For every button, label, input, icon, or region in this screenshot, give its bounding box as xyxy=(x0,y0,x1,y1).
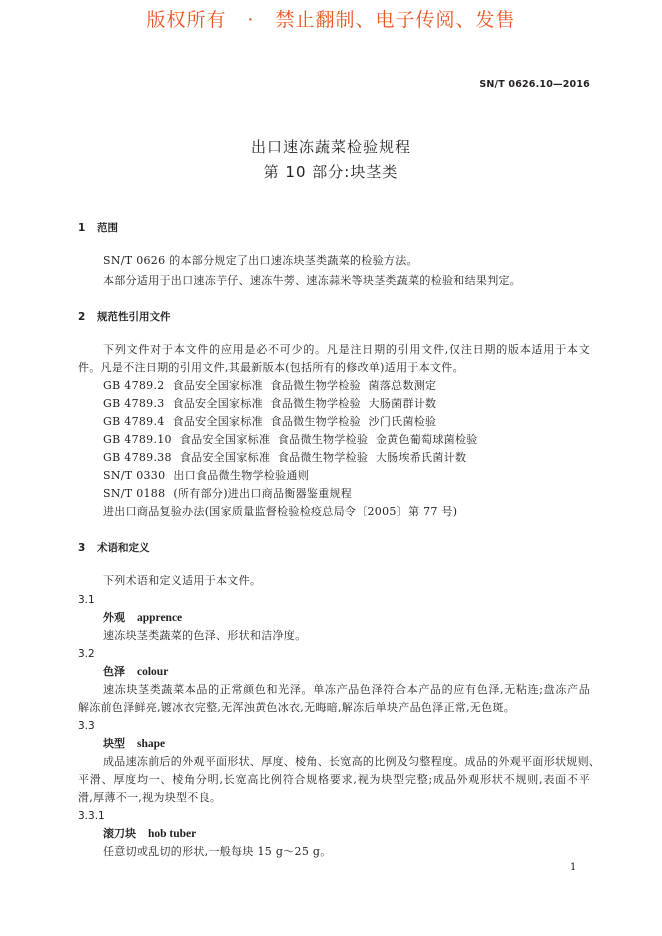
term-number: 3.3 xyxy=(78,720,95,732)
paragraph-line: 件。凡是不注日期的引用文件,其最新版本(包括所有的修改单)适用于本文件。 xyxy=(78,361,464,374)
term-name-zh: 色泽 xyxy=(103,665,125,678)
section-heading-terms xyxy=(78,541,150,555)
reference-title: 食品安全国家标准 食品微生物学检验 沙门氏菌检验 xyxy=(172,415,437,428)
section-title: 术语和定义 xyxy=(97,542,150,554)
reference-code: GB 4789.10 xyxy=(103,433,172,446)
section-title: 规范性引用文件 xyxy=(97,311,171,323)
definition-line: 平滑、厚度均一、棱角分明,长宽高比例符合规格要求,视为块型完整;成品外观形状不规则,表面不平 xyxy=(78,773,590,786)
page-number: 1 xyxy=(570,862,577,873)
copyright-watermark: 版权所有 · 禁止翻制、电子传阅、发售 xyxy=(146,9,516,31)
definition-line: 速冻块茎类蔬菜的色泽、形状和洁净度。 xyxy=(103,629,307,642)
reference-item xyxy=(103,397,436,411)
reference-code: GB 4789.3 xyxy=(103,397,165,410)
definition-line: 速冻块茎类蔬菜本品的正常颜色和光泽。单冻产品色泽符合本产品的应有色泽,无粘连;盘冻产品 xyxy=(103,683,590,696)
paragraph-line: 下列术语和定义适用于本文件。 xyxy=(103,574,262,587)
reference-code: SN/T 0188 xyxy=(103,487,166,500)
reference-title: 食品安全国家标准 食品微生物学检验 菌落总数测定 xyxy=(172,379,437,392)
section-heading-references xyxy=(78,310,171,324)
term-name-zh: 外观 xyxy=(103,611,125,624)
document-title: 出口速冻蔬菜检验规程 xyxy=(250,138,411,156)
reference-title: (所有部分)进出口商品衡器鉴重规程 xyxy=(173,487,353,500)
reference-item xyxy=(103,487,352,501)
term-name-en: colour xyxy=(137,666,169,678)
reference-item xyxy=(103,415,436,429)
reference-code: GB 4789.4 xyxy=(103,415,165,428)
section-heading-scope xyxy=(78,221,118,235)
definition-line: 成品速冻前后的外观平面形状、厚度、棱角、长宽高的比例及匀整程度。成品的外观平面形状规则、 xyxy=(103,755,601,768)
reference-item xyxy=(103,469,309,483)
reference-item xyxy=(103,451,466,465)
definition-line: 任意切或乱切的形状,一般每块 15 g～25 g。 xyxy=(103,845,332,858)
definition-line: 解冻前色泽鲜亮,镀冰衣完整,无浑浊黄色冰衣,无晦暗,解冻后单块产品色泽正常,无色斑。 xyxy=(78,701,516,714)
term-name-zh: 块型 xyxy=(103,737,125,750)
reference-code: SN/T 0330 xyxy=(103,469,166,482)
section-number: 2 xyxy=(78,311,86,323)
term-name xyxy=(103,611,182,625)
term-name-zh: 滚刀块 xyxy=(103,827,136,840)
paragraph-line: 下列文件对于本文件的应用是必不可少的。凡是注日期的引用文件,仅注日期的版本适用于本文 xyxy=(103,343,590,356)
term-name xyxy=(103,737,165,751)
term-name-en: apprence xyxy=(137,612,183,624)
reference-title: 出口食品微生物学检验通则 xyxy=(173,469,310,482)
definition-line: 滑,厚薄不一,视为块型不良。 xyxy=(78,791,222,804)
reference-item xyxy=(103,379,436,393)
document-subtitle: 第 10 部分:块茎类 xyxy=(263,163,399,181)
reference-title: 食品安全国家标准 食品微生物学检验 大肠菌群计数 xyxy=(172,397,437,410)
term-name-en: hob tuber xyxy=(148,828,197,840)
term-number: 3.3.1 xyxy=(78,810,105,822)
standard-code: SN/T 0626.10—2016 xyxy=(479,79,590,90)
section-title: 范围 xyxy=(97,222,118,234)
section-number: 3 xyxy=(78,542,86,554)
reference-item xyxy=(103,433,478,447)
reference-code: GB 4789.38 xyxy=(103,451,172,464)
reference-title: 食品安全国家标准 食品微生物学检验 大肠埃希氏菌计数 xyxy=(179,451,467,464)
term-number: 3.1 xyxy=(78,594,95,606)
reference-item: 进出口商品复验办法(国家质量监督检验检疫总局令〔2005〕第 77 号) xyxy=(103,505,458,518)
paragraph-line: SN/T 0626 的本部分规定了出口速冻块茎类蔬菜的检验方法。 xyxy=(103,254,418,267)
term-number: 3.2 xyxy=(78,648,95,660)
paragraph-line: 本部分适用于出口速冻芋仔、速冻牛蒡、速冻蒜米等块茎类蔬菜的检验和结果判定。 xyxy=(103,274,522,287)
reference-code: GB 4789.2 xyxy=(103,379,165,392)
term-name xyxy=(103,827,196,841)
term-name-en: shape xyxy=(137,738,166,750)
term-name xyxy=(103,665,168,679)
reference-title: 食品安全国家标准 食品微生物学检验 金黄色葡萄球菌检验 xyxy=(179,433,478,446)
section-number: 1 xyxy=(78,222,86,234)
